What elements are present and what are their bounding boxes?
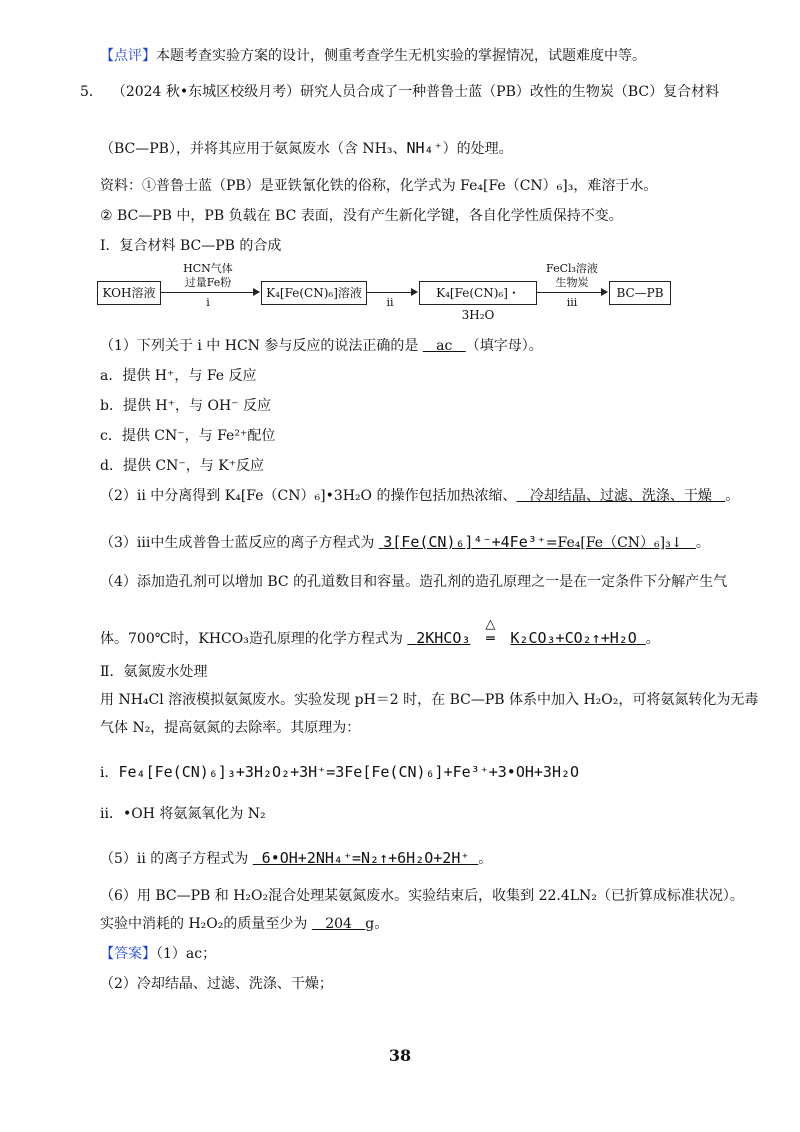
flow-step1-top2: 过量Fe粉 — [184, 276, 232, 289]
q1-stem-line — [100, 336, 543, 356]
flow-step3-bottom: iii — [566, 296, 578, 309]
nh4-formula: NH₄⁺ — [406, 139, 443, 157]
q3-answer-formula: 3[Fe(CN)₆]⁴⁻+4Fe³⁺ — [383, 533, 546, 551]
q3-line — [100, 532, 710, 553]
q5-tail: 。 — [478, 851, 493, 867]
q3-tail: 。 — [695, 535, 710, 551]
question-number: 5． — [80, 84, 103, 100]
flow-box-koh: KOH溶液 — [97, 281, 161, 305]
question-intro: （2024 秋•东城区校级月考）研究人员合成了一种普鲁士蓝（PB）改性的生物炭（BC）复合材料 — [111, 84, 720, 100]
flow-step1-bottom: i — [206, 296, 210, 309]
flow-step3-top1: FeCl₃溶液 — [546, 262, 598, 275]
q3-answer — [379, 535, 696, 551]
q4-stem: 体。700℃时，KHCO₃造孔原理的化学方程式为 — [100, 631, 403, 647]
q4-answer — [407, 617, 645, 647]
flow-box-k4fecn6-hydrate: K₄[Fe(CN)₆]・3H₂O — [419, 281, 537, 305]
comment-tag: 【点评】 — [100, 48, 156, 64]
answer-line-1 — [100, 944, 216, 964]
flow-box-bc-pb: BC—PB — [609, 281, 671, 305]
q4-line2 — [100, 617, 660, 649]
info-1: 资料：①普鲁士蓝（PB）是亚铁氰化铁的俗称，化学式为 Fe₄[Fe（CN）₆]₃，难溶于水。 — [100, 178, 658, 194]
intro-text-a: （BC—PB），并将其应用于氨氮废水（含 NH₃、 — [100, 141, 407, 157]
flow-arrow-2 — [366, 292, 411, 293]
comment-text: 本题考查实验方案的设计，侧重考查学生无机实验的掌握情况，试题难度中等。 — [156, 48, 646, 64]
q6-answer — [312, 916, 365, 932]
step-i-label: i． — [100, 765, 119, 781]
flow-arrowhead-1 — [253, 288, 260, 296]
q3-stem: （3）iii中生成普鲁士蓝反应的离子方程式为 — [100, 535, 375, 551]
q6-line1: （6）用 BC—PB 和 H₂O₂混合处理某氨氮废水。实验结束后，收集到 22.4LN₂（已折算成标准状况）。 — [100, 888, 744, 904]
q4-eq-sign: △ ═ — [470, 629, 510, 649]
comment-line — [100, 46, 646, 66]
flow-step2-bottom: ii — [386, 296, 394, 309]
q6-answer-text: 204 — [325, 916, 352, 932]
answer-1: （1）ac； — [156, 946, 217, 962]
q4-eq-right: K₂CO₃+CO₂↑+H₂O — [510, 629, 637, 647]
flow-step1-top1: HCN气体 — [183, 262, 233, 275]
flow-arrow-1 — [160, 292, 253, 293]
step-i-equation: Fe₄[Fe(CN)₆]₃+3H₂O₂+3H⁺=3Fe[Fe(CN)₆]+Fe³⁺+3•OH+3H₂O — [118, 763, 580, 781]
q6-line2 — [100, 914, 388, 934]
q4-tail: 。 — [645, 631, 660, 647]
flow-box-k4fecn6-solution: K₄[Fe(CN)₆]溶液 — [261, 281, 367, 305]
q5-line — [100, 848, 492, 869]
q1-stem: （1）下列关于 i 中 HCN 参与反应的说法正确的是 — [100, 338, 419, 354]
intro-text-b: ）的处理。 — [442, 141, 513, 157]
q1-answer-text: ac — [436, 338, 453, 354]
step-ii: ii．•OH 将氨氮氧化为 N₂ — [100, 806, 266, 822]
q1-option-a: a．提供 H⁺，与 Fe 反应 — [100, 368, 257, 384]
q4-eq-left: 2KHCO₃ — [416, 629, 471, 647]
flow-step3-top2: 生物炭 — [555, 276, 589, 289]
q5-answer — [253, 851, 479, 867]
q5-answer-text: 6•OH+2NH₄⁺=N₂↑+6H₂O+2H⁺ — [261, 849, 470, 867]
q2-tail: 。 — [725, 488, 740, 504]
q1-option-b: b．提供 H⁺，与 OH⁻ 反应 — [100, 398, 271, 414]
q2-line — [100, 486, 739, 506]
q3-answer-text: =Fe₄[Fe（CN）₆]₃↓ — [545, 535, 683, 551]
flow-arrowhead-2 — [411, 288, 418, 296]
section-2-title: Ⅱ．氨氮废水处理 — [100, 664, 208, 680]
info-2: ② BC—PB 中，PB 负载在 BC 表面，没有产生新化学键，各自化学性质保持不变。 — [100, 208, 623, 224]
question-intro-line1 — [80, 82, 719, 102]
section-2-text1: 用 NH₄Cl 溶液模拟氨氮废水。实验发现 pH＝2 时，在 BC—PB 体系中加入 H₂O₂，可将氨氮转化为无毒 — [100, 692, 759, 708]
q1-answer — [423, 338, 466, 354]
section-1-title: Ⅰ．复合材料 BC—PB 的合成 — [100, 238, 282, 254]
section-2-text2: 气体 N₂，提高氨氮的去除率。其原理为： — [100, 720, 361, 736]
q6-stem: 实验中消耗的 H₂O₂的质量至少为 — [100, 916, 308, 932]
page-number: 38 — [388, 1046, 412, 1065]
q5-stem: （5）ii 的离子方程式为 — [100, 851, 249, 867]
question-intro-line2 — [100, 138, 513, 159]
q6-unit: g。 — [365, 916, 389, 932]
flow-arrow-3 — [536, 292, 601, 293]
q2-stem: （2）ii 中分离得到 K₄[Fe（CN）₆]•3H₂O 的操作包括加热浓缩、 — [100, 488, 517, 504]
q1-option-c: c．提供 CN⁻，与 Fe²⁺配位 — [100, 428, 276, 444]
q1-option-d: d．提供 CN⁻，与 K⁺反应 — [100, 458, 265, 474]
q2-answer — [516, 488, 725, 504]
answer-line-2: （2）冷却结晶、过滤、洗涤、干燥； — [100, 976, 333, 992]
q4-eq-condition: △ — [485, 617, 496, 632]
answer-tag: 【答案】 — [100, 946, 156, 962]
q4-line1: （4）添加造孔剂可以增加 BC 的孔道数目和容量。造孔剂的造孔原理之一是在一定条件下分解产生气 — [100, 574, 728, 590]
flow-arrowhead-3 — [601, 288, 608, 296]
step-i-line — [100, 762, 579, 783]
q2-answer-text: 冷却结晶、过滤、洗涤、干燥 — [529, 488, 712, 504]
q1-tail: （填字母）。 — [465, 338, 543, 354]
